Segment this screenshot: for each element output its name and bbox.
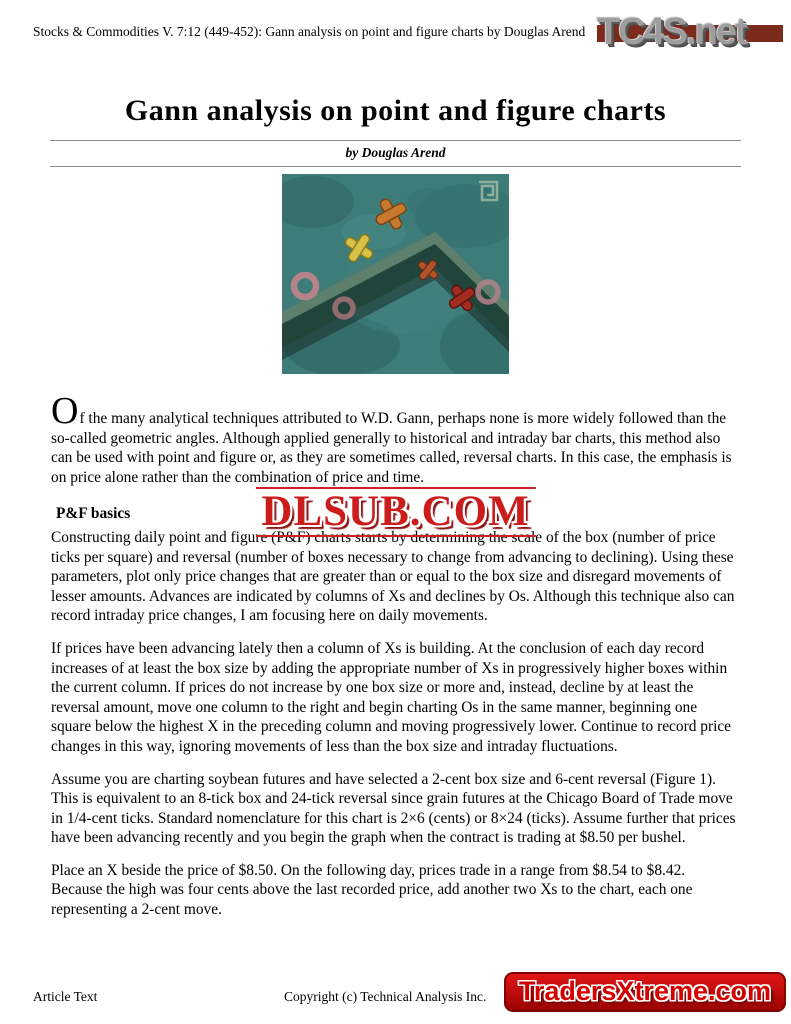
paragraph: Constructing daily point and figure (P&F) charts starts by determining the scale of the box (number of price ticks per square) and reversal (number of boxes necessary to change from advancing to declining). Using these parameters, plot only price changes that are greater than or equal to the box size and disregard movements of lesser amounts. Advances are indicated by columns of Xs and declines by Os. Although this technique also can record intraday price changes, I am focusing here on daily movements.: [51, 528, 735, 625]
pnf-artwork-figure: [282, 174, 509, 374]
paragraph: Assume you are charting soybean futures and have selected a 2-cent box size and 6-cent reversal (Figure 1). This is equivalent to an 8-tick box and 24-tick reversal since grain futures at the Chicago Board of Trade move in 1/4-cent ticks. Standard nomenclature for this chart is 2×6 (cents) or 8×24 (ticks). Assume further that prices have been advancing recently and you begin the graph when the contract is trading at $8.50 per bushel.: [51, 770, 736, 847]
tradersxtreme-logo-text: TradersXtreme.com: [518, 976, 771, 1006]
footer-left-text: Article Text: [33, 989, 98, 1004]
dlsub-watermark: DLSUB.COM: [255, 487, 535, 537]
intro-paragraph: [51, 390, 740, 487]
pf-basics-section: [51, 488, 740, 626]
citation-text: Stocks & Commodities V. 7:12 (449-452): Gann analysis on point and figure charts by Douglas Arend: [33, 24, 586, 39]
divider-below-byline: [50, 166, 741, 167]
section-heading: P&F basics: [56, 505, 131, 523]
paragraph: Place an X beside the price of $8.50. On the following day, prices trade in a range from $8.54 to $8.42. Because the high was four cents above the last recorded price, add another two Xs to the chart, each one representing a 2-cent move.: [51, 861, 693, 919]
article-body: [0, 390, 791, 920]
paragraph: If prices have been advancing lately then a column of Xs is building. At the conclusion of each day record increases of at least the box size by adding the appropriate number of Xs in progressively higher boxes within the current column. If prices do not increase by one box size or more and, instead, decline by at least the reversal amount, move one column to the right and begin charting Os in the same manner, beginning one square below the highest X in the preceding column and moving progressively lower. Continue to record price changes in this way, ignoring movements of less than the box size and intraday fluctuations.: [51, 639, 732, 755]
footer-copyright: Copyright (c) Technical Analysis Inc.: [284, 989, 487, 1004]
pnf-artwork: [282, 174, 509, 374]
byline: by Douglas Arend: [345, 145, 446, 160]
tc4s-logo-text: TC4S.net: [597, 11, 746, 53]
dropcap: O: [51, 390, 79, 432]
page-footer: [33, 972, 786, 1012]
tradersxtreme-logo: [504, 972, 786, 1012]
intro-paragraph-text: f the many analytical techniques attributed to W.D. Gann, perhaps none is more widely followed than the so-called geometric angles. Although applied generally to historical and intraday bar charts, this method also can be used with point and figure or, as they are sometimes called, reversal charts. In this case, the emphasis is on price alone rather than the combination of price and time.: [51, 410, 732, 486]
article-title: Gann analysis on point and figure charts: [124, 94, 667, 127]
tc4s-logo: [595, 8, 785, 56]
page-header: [0, 0, 791, 56]
divider-above-byline: [50, 140, 741, 141]
